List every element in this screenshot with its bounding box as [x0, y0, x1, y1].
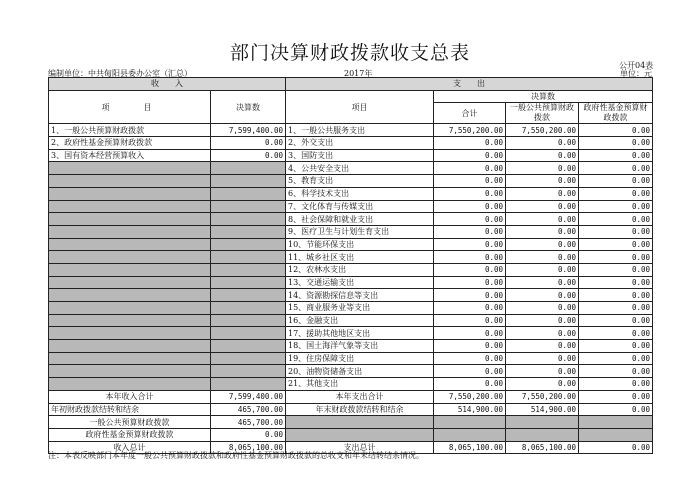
expense-total-cell: 0.00 [434, 187, 506, 200]
expense-total-cell: 0.00 [434, 251, 506, 264]
table-row [49, 124, 653, 137]
summary-value: 8,065,100.00 [506, 441, 579, 454]
expense-item-cell: 5、教育支出 [286, 175, 434, 188]
expense-general-cell: 7,550,200.00 [506, 124, 579, 137]
expense-general-cell: 0.00 [506, 276, 579, 289]
expense-general-cell: 0.00 [506, 340, 579, 353]
table-row [49, 238, 653, 251]
expense-item-header: 项目 [286, 90, 434, 124]
expense-item-cell: 21、其他支出 [286, 378, 434, 391]
expense-item-cell: 4、公共安全支出 [286, 162, 434, 175]
expense-general-cell: 0.00 [506, 314, 579, 327]
expense-fund-cell: 0.00 [579, 302, 653, 315]
income-item-cell [49, 340, 211, 353]
expense-fund-cell: 0.00 [579, 225, 653, 238]
summary-row [49, 403, 653, 416]
expense-fund-cell: 0.00 [579, 327, 653, 340]
unit-label: 单位：元 [620, 69, 652, 78]
gov-fund-header: 政府性基金预算财政拨款 [579, 103, 653, 124]
expense-fund-cell: 0.00 [579, 213, 653, 226]
expense-total-cell: 0.00 [434, 378, 506, 391]
income-item-cell [49, 225, 211, 238]
summary-label: 年末财政拨款结转和结余 [286, 403, 434, 416]
income-amount-header: 决算数 [211, 90, 286, 124]
expense-item-cell: 20、油物资储备支出 [286, 365, 434, 378]
expense-total-cell: 0.00 [434, 340, 506, 353]
expense-fund-cell: 0.00 [579, 175, 653, 188]
table-row [49, 200, 653, 213]
table-row [49, 340, 653, 353]
expense-item-cell: 15、商业服务业等支出 [286, 302, 434, 315]
income-amount-cell [211, 314, 286, 327]
total-header: 合计 [434, 103, 506, 124]
table-row [49, 352, 653, 365]
expense-general-cell: 0.00 [506, 302, 579, 315]
income-amount-cell [211, 327, 286, 340]
expense-total-cell: 0.00 [434, 314, 506, 327]
table-row [49, 251, 653, 264]
summary-label: 支出总计 [286, 441, 434, 454]
expense-general-cell: 0.00 [506, 187, 579, 200]
blank-cell [579, 428, 653, 441]
expense-item-cell: 7、文化体育与传媒支出 [286, 200, 434, 213]
expense-fund-cell: 0.00 [579, 200, 653, 213]
footnote: 注：本表反映部门本年度一般公共预算财政拨款和政府性基金预算财政拨款的总收支和年末结转结余情况。 [48, 451, 424, 460]
expense-general-cell: 0.00 [506, 365, 579, 378]
blank-cell [506, 416, 579, 429]
income-amount-cell [211, 263, 286, 276]
income-amount-cell [211, 365, 286, 378]
table-row [49, 187, 653, 200]
expense-total-cell: 0.00 [434, 365, 506, 378]
expense-fund-cell: 0.00 [579, 378, 653, 391]
income-amount-cell [211, 302, 286, 315]
expense-total-cell: 0.00 [434, 225, 506, 238]
blank-cell [286, 428, 434, 441]
income-item-cell [49, 263, 211, 276]
income-amount-cell [211, 200, 286, 213]
summary-label: 一般公共预算财政拨款 [49, 416, 211, 429]
expense-fund-cell: 0.00 [579, 238, 653, 251]
income-amount-cell [211, 213, 286, 226]
summary-row [49, 416, 653, 429]
summary-label: 本年支出合计 [286, 390, 434, 403]
income-item-cell: 3、国有资本经营预算收入 [49, 149, 211, 162]
income-amount-cell [211, 352, 286, 365]
income-item-cell [49, 365, 211, 378]
expense-fund-cell: 0.00 [579, 276, 653, 289]
income-item-cell [49, 289, 211, 302]
expense-item-cell: 1、一般公共服务支出 [286, 124, 434, 137]
expense-general-cell: 0.00 [506, 327, 579, 340]
expense-total-cell: 0.00 [434, 276, 506, 289]
expense-total-cell: 0.00 [434, 327, 506, 340]
expense-header: 支 出 [286, 78, 653, 91]
report-year: 2017年 [344, 69, 373, 78]
summary-value: 0.00 [211, 428, 286, 441]
income-item-cell [49, 251, 211, 264]
expense-item-cell: 19、住房保障支出 [286, 352, 434, 365]
expense-total-cell: 0.00 [434, 175, 506, 188]
income-amount-cell [211, 378, 286, 391]
income-amount-cell: 7,599,400.00 [211, 124, 286, 137]
income-item-cell [49, 200, 211, 213]
income-amount-cell: 0.00 [211, 149, 286, 162]
general-budget-header: 一般公共预算财政拨款 [506, 103, 579, 124]
header-row-2 [49, 90, 653, 103]
expense-fund-cell: 0.00 [579, 137, 653, 150]
expense-fund-cell: 0.00 [579, 263, 653, 276]
form-number: 公开04表 [619, 61, 654, 70]
table-row [49, 302, 653, 315]
table-row [49, 175, 653, 188]
summary-value: 7,599,400.00 [211, 390, 286, 403]
expense-total-cell: 0.00 [434, 289, 506, 302]
expense-fund-cell: 0.00 [579, 340, 653, 353]
income-item-cell [49, 213, 211, 226]
income-item-cell: 2、政府性基金预算财政拨款 [49, 137, 211, 150]
expense-item-cell: 14、资源勘探信息等支出 [286, 289, 434, 302]
expense-general-cell: 0.00 [506, 289, 579, 302]
expense-total-cell: 0.00 [434, 162, 506, 175]
expense-general-cell: 0.00 [506, 175, 579, 188]
summary-label: 本年收入合计 [49, 390, 211, 403]
expense-general-cell: 0.00 [506, 251, 579, 264]
expense-total-cell: 0.00 [434, 352, 506, 365]
expense-general-cell: 0.00 [506, 162, 579, 175]
expense-item-cell: 11、城乡社区支出 [286, 251, 434, 264]
income-item-cell [49, 302, 211, 315]
summary-value: 0.00 [579, 403, 653, 416]
expense-general-cell: 0.00 [506, 137, 579, 150]
income-item-cell [49, 187, 211, 200]
expense-total-cell: 0.00 [434, 200, 506, 213]
summary-value: 8,065,100.00 [434, 441, 506, 454]
expense-fund-cell: 0.00 [579, 149, 653, 162]
income-item-cell [49, 327, 211, 340]
summary-value: 0.00 [579, 441, 653, 454]
expense-fund-cell: 0.00 [579, 124, 653, 137]
table-row [49, 213, 653, 226]
summary-row [49, 428, 653, 441]
summary-value: 0.00 [579, 390, 653, 403]
expense-general-cell: 0.00 [506, 149, 579, 162]
income-item-header: 项 目 [49, 90, 211, 124]
expense-item-cell: 12、农林水支出 [286, 263, 434, 276]
expense-general-cell: 0.00 [506, 213, 579, 226]
expense-fund-cell: 0.00 [579, 289, 653, 302]
expense-total-cell: 0.00 [434, 149, 506, 162]
table-row [49, 327, 653, 340]
expense-total-cell: 0.00 [434, 238, 506, 251]
summary-value: 8,065,100.00 [211, 441, 286, 454]
income-amount-cell [211, 276, 286, 289]
table-row [49, 314, 653, 327]
expense-item-cell: 18、国土海洋气象等支出 [286, 340, 434, 353]
table-row [49, 365, 653, 378]
expense-item-cell: 17、援助其他地区支出 [286, 327, 434, 340]
blank-cell [286, 416, 434, 429]
expense-item-cell: 9、医疗卫生与计划生育支出 [286, 225, 434, 238]
income-item-cell [49, 175, 211, 188]
table-row [49, 276, 653, 289]
table-row [49, 137, 653, 150]
income-item-cell [49, 162, 211, 175]
income-amount-cell [211, 289, 286, 302]
summary-value: 7,550,200.00 [506, 390, 579, 403]
summary-value: 514,900.00 [434, 403, 506, 416]
blank-cell [579, 416, 653, 429]
expense-item-cell: 10、节能环保支出 [286, 238, 434, 251]
expense-general-cell: 0.00 [506, 378, 579, 391]
expense-item-cell: 2、外交支出 [286, 137, 434, 150]
summary-label: 政府性基金预算财政拨款 [49, 428, 211, 441]
expense-fund-cell: 0.00 [579, 365, 653, 378]
expense-fund-cell: 0.00 [579, 251, 653, 264]
expense-total-cell: 7,550,200.00 [434, 124, 506, 137]
income-item-cell [49, 378, 211, 391]
expense-total-cell: 0.00 [434, 263, 506, 276]
income-item-cell [49, 276, 211, 289]
summary-label: 年初财政拨款结转和结余 [49, 403, 211, 416]
table-row [49, 149, 653, 162]
income-item-cell [49, 314, 211, 327]
expense-fund-cell: 0.00 [579, 162, 653, 175]
expense-item-cell: 13、交通运输支出 [286, 276, 434, 289]
summary-value: 7,550,200.00 [434, 390, 506, 403]
income-amount-cell [211, 162, 286, 175]
org-name: 编制单位：中共甸阳县委办公室（汇总） [48, 69, 192, 78]
table-row [49, 378, 653, 391]
expense-total-cell: 0.00 [434, 213, 506, 226]
income-amount-cell [211, 238, 286, 251]
expense-amount-header: 决算数 [434, 90, 653, 103]
expense-item-cell: 6、科学技术支出 [286, 187, 434, 200]
summary-value: 465,700.00 [211, 416, 286, 429]
expense-fund-cell: 0.00 [579, 352, 653, 365]
table-row [49, 225, 653, 238]
expense-general-cell: 0.00 [506, 225, 579, 238]
summary-table [48, 77, 653, 454]
blank-cell [434, 428, 506, 441]
expense-item-cell: 3、国防支出 [286, 149, 434, 162]
income-item-cell: 1、一般公共预算财政拨款 [49, 124, 211, 137]
income-amount-cell [211, 225, 286, 238]
income-amount-cell [211, 187, 286, 200]
expense-fund-cell: 0.00 [579, 187, 653, 200]
header-row-1 [49, 78, 653, 91]
table-row [49, 162, 653, 175]
table-row [49, 289, 653, 302]
expense-general-cell: 0.00 [506, 200, 579, 213]
expense-fund-cell: 0.00 [579, 314, 653, 327]
expense-general-cell: 0.00 [506, 263, 579, 276]
summary-value: 514,900.00 [506, 403, 579, 416]
table-row [49, 263, 653, 276]
blank-cell [434, 416, 506, 429]
summary-value: 465,700.00 [211, 403, 286, 416]
income-amount-cell [211, 251, 286, 264]
expense-general-cell: 0.00 [506, 352, 579, 365]
summary-row [49, 390, 653, 403]
income-item-cell [49, 352, 211, 365]
income-amount-cell [211, 340, 286, 353]
income-amount-cell: 0.00 [211, 137, 286, 150]
income-header: 收 入 [49, 78, 286, 91]
income-amount-cell [211, 175, 286, 188]
report-title: 部门决算财政拨款收支总表 [229, 42, 470, 64]
expense-general-cell: 0.00 [506, 238, 579, 251]
expense-item-cell: 8、社会保障和就业支出 [286, 213, 434, 226]
expense-total-cell: 0.00 [434, 302, 506, 315]
income-item-cell [49, 238, 211, 251]
blank-cell [506, 428, 579, 441]
expense-item-cell: 16、金融支出 [286, 314, 434, 327]
expense-total-cell: 0.00 [434, 137, 506, 150]
summary-label: 收入总计 [49, 441, 211, 454]
